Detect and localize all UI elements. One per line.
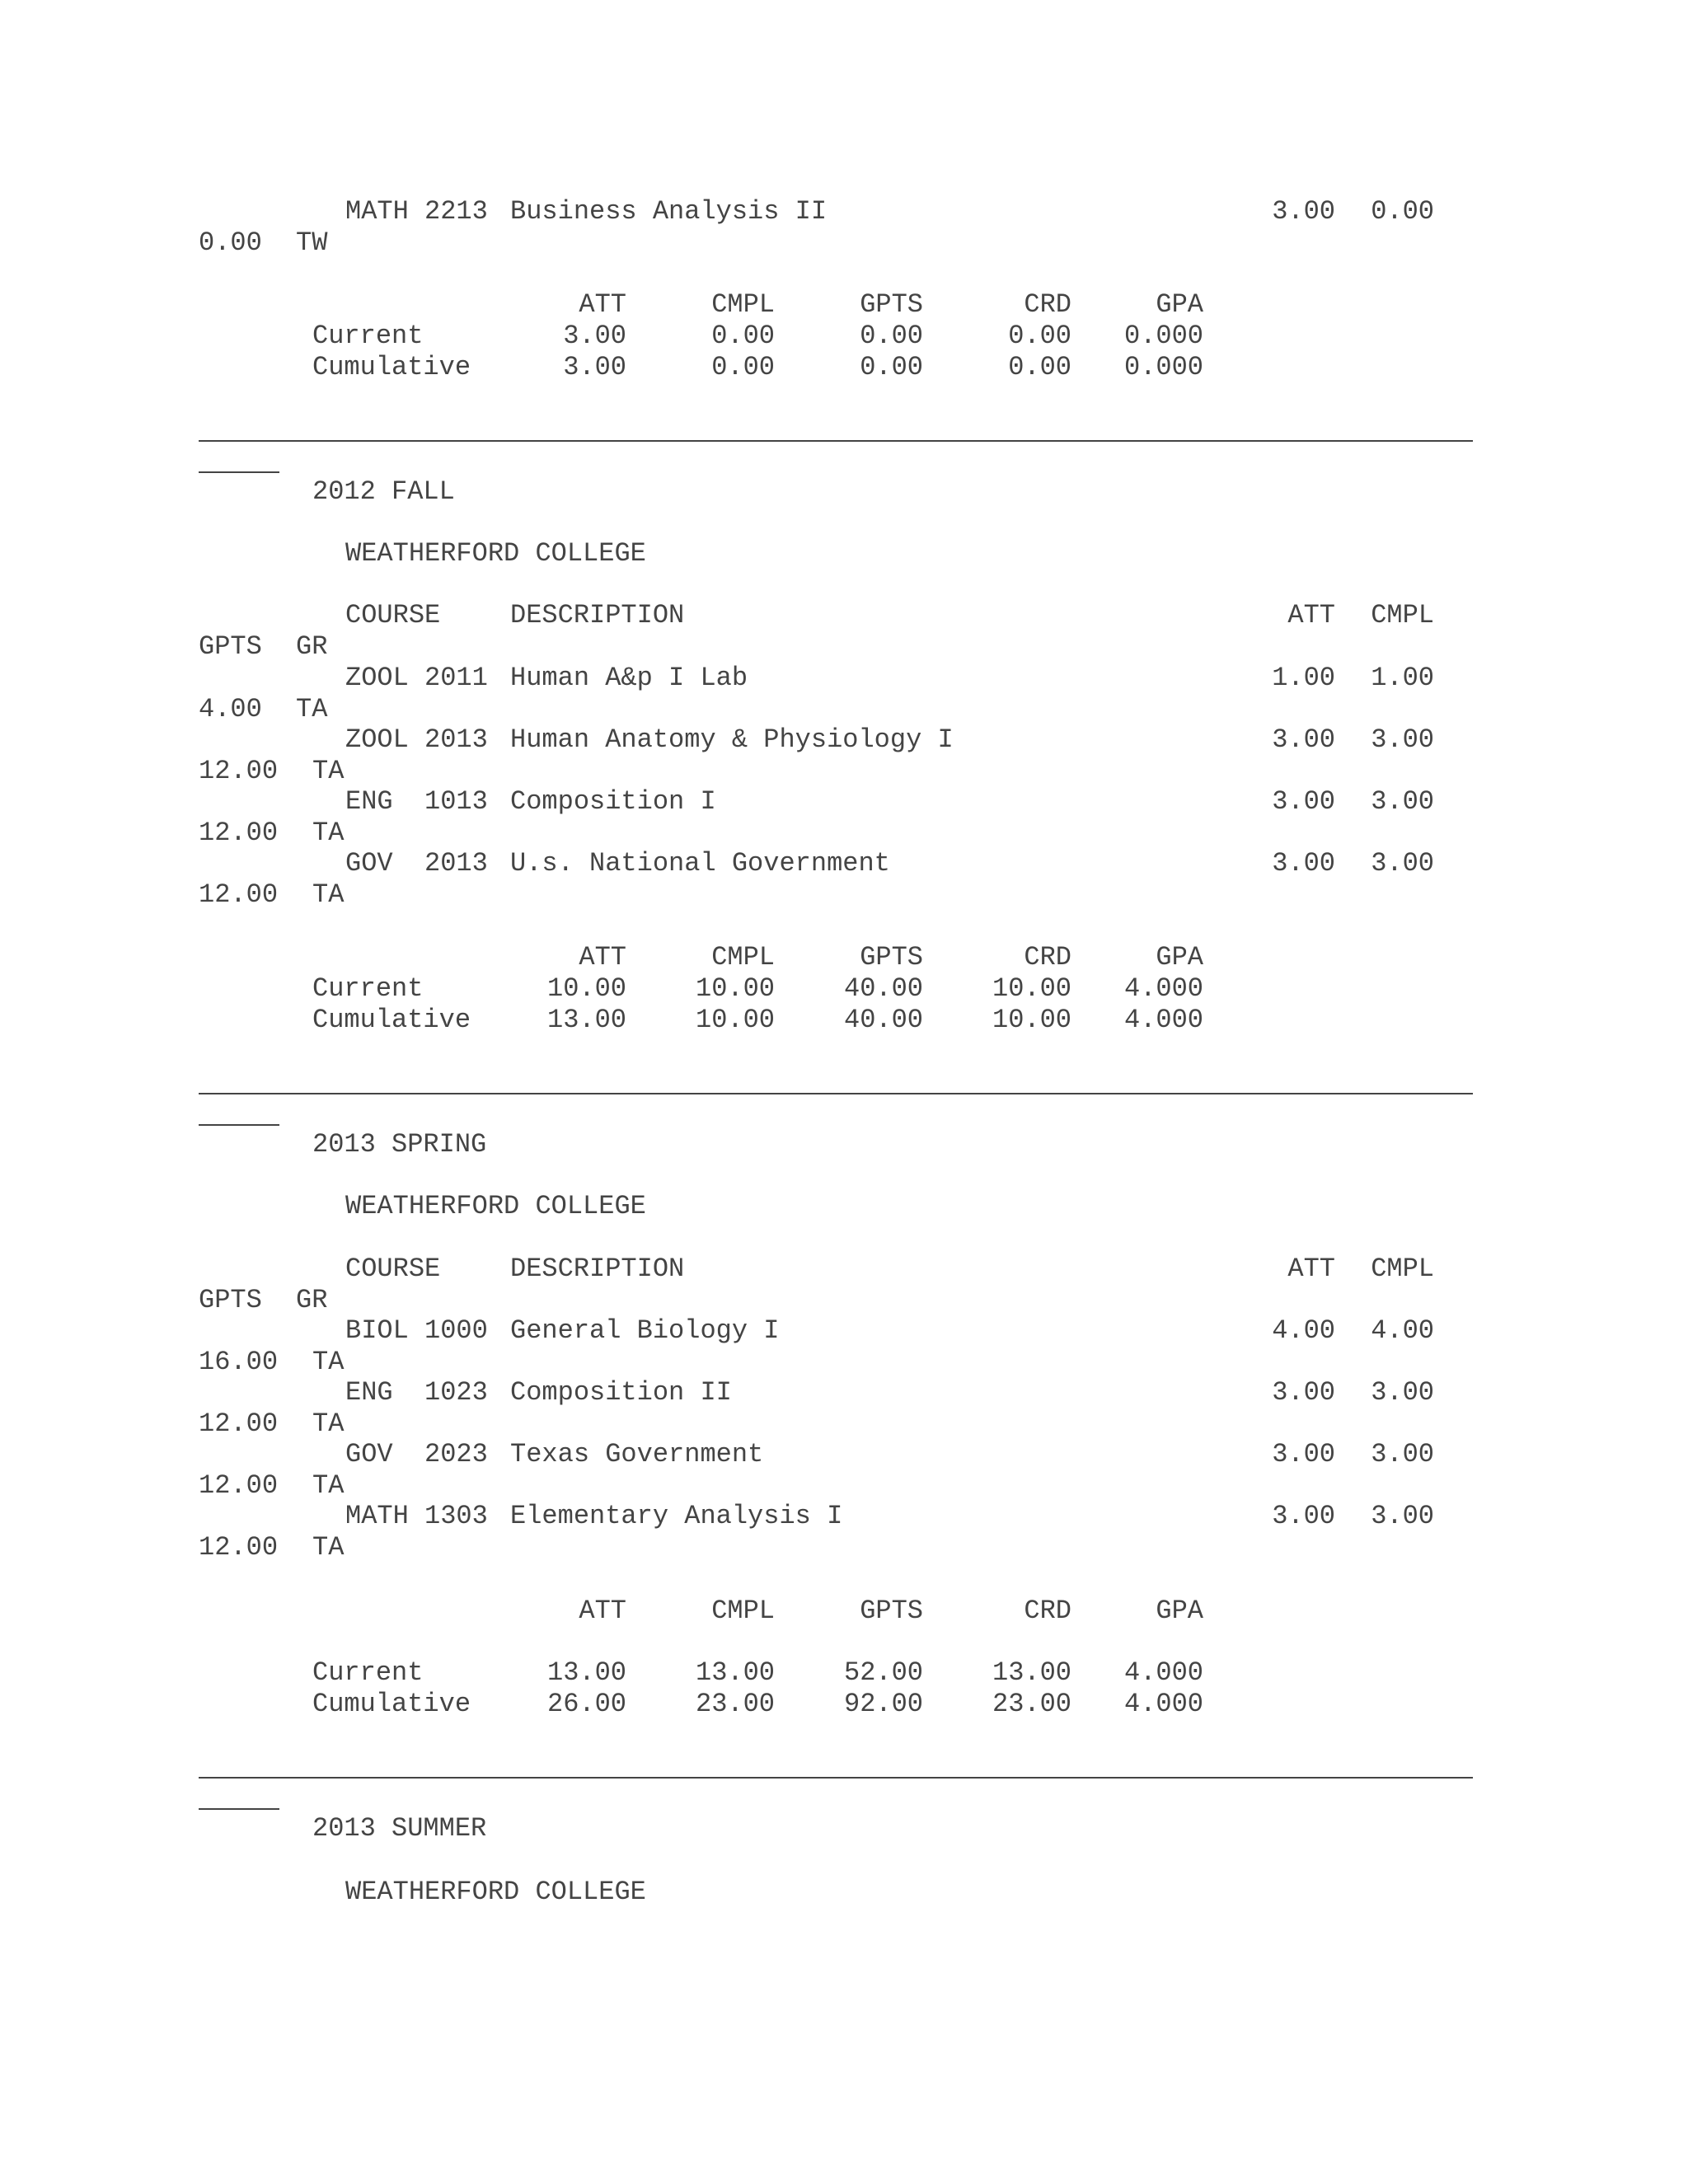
course-description: Human Anatomy & Physiology I — [510, 724, 954, 755]
header-description: DESCRIPTION — [510, 600, 685, 630]
header-att: ATT — [1287, 1254, 1335, 1284]
course-gpts: 16.00 — [199, 1347, 279, 1377]
course-gpts: 12.00 — [199, 818, 279, 848]
section-divider-wrap — [199, 1808, 279, 1810]
course-description: Composition II — [510, 1377, 732, 1408]
term-title: 2013 SUMMER — [312, 1813, 487, 1844]
course-description: U.s. National Government — [510, 848, 890, 879]
summary-current-crd: 13.00 — [992, 1657, 1071, 1688]
header-description: DESCRIPTION — [510, 1254, 685, 1284]
course-cmpl: 3.00 — [1371, 848, 1434, 879]
course-code: MATH 1303 — [345, 1501, 488, 1531]
course-gpts: 12.00 — [199, 879, 279, 910]
summary-cumulative-gpa: 4.000 — [1123, 1005, 1203, 1035]
course-cmpl: 3.00 — [1371, 1377, 1434, 1408]
summary-current-gpa: 4.000 — [1123, 1657, 1203, 1688]
course-grade: TA — [312, 1532, 345, 1563]
school-name: WEATHERFORD COLLEGE — [345, 1191, 646, 1221]
course-description: Texas Government — [510, 1439, 764, 1469]
summary-cumulative-cmpl: 23.00 — [695, 1689, 775, 1719]
course-code: GOV 2023 — [345, 1439, 488, 1469]
summary-cumulative-label: Cumulative — [312, 352, 471, 382]
course-code: GOV 2013 — [345, 848, 488, 879]
section-divider — [199, 1093, 1473, 1094]
summary-cumulative-cmpl: 10.00 — [695, 1005, 775, 1035]
header-gpts: GPTS — [199, 631, 262, 662]
course-cmpl: 3.00 — [1371, 786, 1434, 817]
course-att: 3.00 — [1272, 1377, 1335, 1408]
course-att: 3.00 — [1272, 196, 1335, 227]
header-cmpl: CMPL — [1371, 600, 1434, 630]
course-gpts: 12.00 — [199, 1532, 279, 1563]
summary-header-gpts: GPTS — [860, 942, 923, 972]
summary-header-crd: CRD — [1024, 1596, 1071, 1626]
header-grade: GR — [296, 631, 328, 662]
section-divider — [199, 1777, 1473, 1779]
header-course: COURSE — [345, 1254, 441, 1284]
summary-current-label: Current — [312, 321, 424, 351]
summary-current-label: Current — [312, 1657, 424, 1688]
summary-cumulative-label: Cumulative — [312, 1689, 471, 1719]
section-divider — [199, 440, 1473, 442]
summary-cumulative-gpts: 40.00 — [843, 1005, 923, 1035]
summary-cumulative-att: 26.00 — [546, 1689, 626, 1719]
course-cmpl: 4.00 — [1371, 1315, 1434, 1346]
summary-current-gpa: 0.000 — [1123, 321, 1203, 351]
course-grade: TA — [312, 818, 345, 848]
course-cmpl: 1.00 — [1371, 663, 1434, 693]
summary-header-cmpl: CMPL — [711, 289, 775, 320]
course-gpts: 0.00 — [199, 227, 262, 258]
section-divider-wrap — [199, 1124, 279, 1126]
course-grade: TA — [312, 756, 345, 786]
course-cmpl: 3.00 — [1371, 724, 1434, 755]
course-description: Human A&p I Lab — [510, 663, 748, 693]
summary-cumulative-gpts: 0.00 — [860, 352, 923, 382]
header-gpts: GPTS — [199, 1285, 262, 1315]
course-description: General Biology I — [510, 1315, 780, 1346]
summary-current-cmpl: 0.00 — [711, 321, 775, 351]
summary-cumulative-label: Cumulative — [312, 1005, 471, 1035]
course-description: Business Analysis II — [510, 196, 828, 227]
section-divider-wrap — [199, 471, 279, 473]
course-cmpl: 0.00 — [1371, 196, 1434, 227]
course-code: BIOL 1000 — [345, 1315, 488, 1346]
summary-cumulative-gpa: 4.000 — [1123, 1689, 1203, 1719]
course-code: ZOOL 2013 — [345, 724, 488, 755]
summary-header-gpts: GPTS — [860, 289, 923, 320]
school-name: WEATHERFORD COLLEGE — [345, 1877, 646, 1907]
summary-header-crd: CRD — [1024, 942, 1071, 972]
summary-header-gpa: GPA — [1156, 289, 1203, 320]
school-name: WEATHERFORD COLLEGE — [345, 538, 646, 569]
course-gpts: 4.00 — [199, 694, 262, 724]
summary-current-att: 10.00 — [546, 973, 626, 1004]
course-grade: TA — [312, 879, 345, 910]
summary-current-gpa: 4.000 — [1123, 973, 1203, 1004]
course-gpts: 12.00 — [199, 1470, 279, 1501]
course-cmpl: 3.00 — [1371, 1439, 1434, 1469]
summary-header-gpa: GPA — [1156, 1596, 1203, 1626]
header-grade: GR — [296, 1285, 328, 1315]
header-cmpl: CMPL — [1371, 1254, 1434, 1284]
course-gpts: 12.00 — [199, 1408, 279, 1439]
summary-header-gpa: GPA — [1156, 942, 1203, 972]
summary-current-gpts: 40.00 — [843, 973, 923, 1004]
summary-current-gpts: 0.00 — [860, 321, 923, 351]
summary-header-att: ATT — [579, 1596, 626, 1626]
course-att: 3.00 — [1272, 1501, 1335, 1531]
course-code: MATH 2213 — [345, 196, 488, 227]
course-grade: TA — [296, 694, 328, 724]
course-description: Composition I — [510, 786, 716, 817]
course-gpts: 12.00 — [199, 756, 279, 786]
summary-header-att: ATT — [579, 942, 626, 972]
course-code: ENG 1013 — [345, 786, 488, 817]
course-att: 1.00 — [1272, 663, 1335, 693]
course-att: 3.00 — [1272, 848, 1335, 879]
summary-cumulative-cmpl: 0.00 — [711, 352, 775, 382]
header-course: COURSE — [345, 600, 441, 630]
summary-cumulative-att: 13.00 — [546, 1005, 626, 1035]
summary-current-gpts: 52.00 — [843, 1657, 923, 1688]
summary-header-crd: CRD — [1024, 289, 1071, 320]
summary-cumulative-gpts: 92.00 — [843, 1689, 923, 1719]
course-grade: TA — [312, 1470, 345, 1501]
summary-current-cmpl: 13.00 — [695, 1657, 775, 1688]
summary-current-att: 13.00 — [546, 1657, 626, 1688]
summary-current-cmpl: 10.00 — [695, 973, 775, 1004]
summary-current-crd: 10.00 — [992, 973, 1071, 1004]
summary-current-label: Current — [312, 973, 424, 1004]
summary-cumulative-crd: 0.00 — [1008, 352, 1071, 382]
course-cmpl: 3.00 — [1371, 1501, 1434, 1531]
course-att: 3.00 — [1272, 786, 1335, 817]
summary-header-cmpl: CMPL — [711, 942, 775, 972]
summary-header-gpts: GPTS — [860, 1596, 923, 1626]
term-title: 2013 SPRING — [312, 1129, 487, 1160]
course-att: 4.00 — [1272, 1315, 1335, 1346]
summary-cumulative-gpa: 0.000 — [1123, 352, 1203, 382]
summary-header-att: ATT — [579, 289, 626, 320]
course-grade: TA — [312, 1408, 345, 1439]
course-code: ENG 1023 — [345, 1377, 488, 1408]
term-title: 2012 FALL — [312, 476, 455, 507]
course-att: 3.00 — [1272, 1439, 1335, 1469]
summary-cumulative-att: 3.00 — [563, 352, 626, 382]
summary-current-att: 3.00 — [563, 321, 626, 351]
course-code: ZOOL 2011 — [345, 663, 488, 693]
course-grade: TA — [312, 1347, 345, 1377]
summary-header-cmpl: CMPL — [711, 1596, 775, 1626]
header-att: ATT — [1287, 600, 1335, 630]
summary-current-crd: 0.00 — [1008, 321, 1071, 351]
course-grade: TW — [296, 227, 328, 258]
summary-cumulative-crd: 10.00 — [992, 1005, 1071, 1035]
summary-cumulative-crd: 23.00 — [992, 1689, 1071, 1719]
course-description: Elementary Analysis I — [510, 1501, 843, 1531]
course-att: 3.00 — [1272, 724, 1335, 755]
